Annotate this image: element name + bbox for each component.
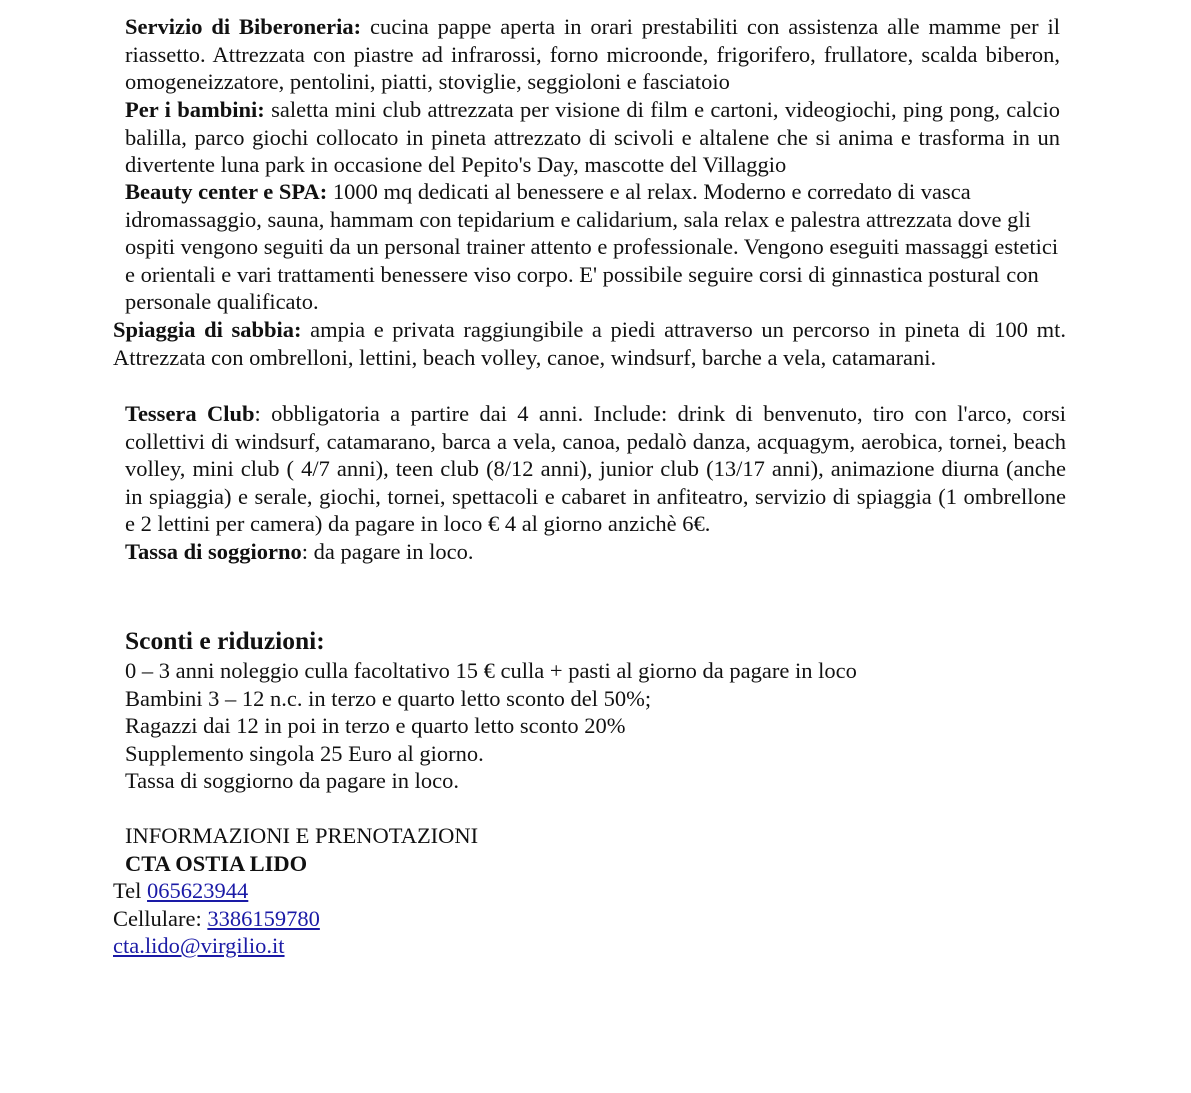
tassa-label: Tassa di soggiorno — [125, 538, 302, 564]
tessera-paragraph — [125, 400, 1066, 565]
tassa-text: : da pagare in loco. — [301, 538, 474, 564]
biberoneria-paragraph — [125, 13, 1060, 96]
email-link[interactable]: cta.lido@virgilio.it — [113, 933, 285, 958]
bambini-label: Per i bambini: — [125, 97, 265, 122]
tel-link[interactable]: 065623944 — [147, 878, 249, 903]
beauty-label: Beauty center e SPA: — [125, 179, 328, 204]
bambini-text: saletta mini club attrezzata per visione di film e cartoni, videogiochi, ping pong, calcio balilla, parco giochi collocato in pineta attrezzato di scivoli e altalene che si anima e trasforma in un divertente luna park in occasione del Pepito's Day, mascotte del Villaggio — [125, 97, 1061, 177]
spiaggia-label: Spiaggia di sabbia: — [113, 317, 302, 342]
biberoneria-text: cucina pappe aperta in orari prestabiliti con assistenza alle mamme per il riassetto. Attrezzata con piastre ad infrarossi, forno microonde, frigorifero, frullatore, scalda biberon, omogeneizzatore, pentolini, piatti, stoviglie, seggioloni e fasciatoio — [125, 14, 1060, 94]
tel-line — [113, 877, 248, 905]
bambini-paragraph — [125, 96, 1060, 179]
mobile-link[interactable]: 3386159780 — [207, 906, 320, 931]
info-heading: INFORMAZIONI E PRENOTAZIONI — [125, 823, 479, 848]
spiaggia-paragraph — [113, 316, 1066, 371]
email-line — [113, 932, 285, 960]
spiaggia-text: ampia e privata raggiungibile a piedi attraverso un percorso in pineta di 100 mt. Attrezzata con ombrelloni, lettini, beach volley, canoe, windsurf, barche a vela, catamarani. — [113, 317, 1067, 370]
biberoneria-label: Servizio di Biberoneria: — [125, 14, 362, 39]
discounts-heading: Sconti e riduzioni: — [125, 626, 325, 655]
discount-item: 0 – 3 anni noleggio culla facoltativo 15 € culla + pasti al giorno da pagare in loco — [125, 658, 857, 683]
mobile-line — [113, 905, 320, 933]
discount-item: Ragazzi dai 12 in poi in terzo e quarto letto sconto 20% — [125, 713, 626, 738]
beauty-paragraph — [125, 178, 1060, 316]
discount-item: Supplemento singola 25 Euro al giorno. — [125, 741, 484, 766]
mobile-label: Cellulare: — [113, 906, 208, 931]
tessera-text: : obbligatoria a partire dai 4 anni. Include: drink di benvenuto, tiro con l'arco, corsi collettivi di windsurf, catamarano, barca a vela, canoa, pedalò danza, acquagym, aerobica, tornei, beach volley, mini club ( 4/7 anni), teen club (8/12 anni), junior club (13/17 anni), animazione diurna (anche in spiaggia) e serale, giochi, tornei, spettacoli e cabaret in anfiteatro, servizio di spiaggia (1 ombrellone e 2 lettini per camera) da pagare in loco € 4 al giorno anzichè 6€. — [125, 401, 1066, 536]
discount-item: Bambini 3 – 12 n.c. in terzo e quarto letto sconto del 50%; — [125, 686, 652, 711]
agency-name: CTA OSTIA LIDO — [125, 851, 308, 876]
beauty-text: 1000 mq dedicati al benessere e al relax. Moderno e corredato di vasca idromassaggio, sauna, hammam con tepidarium e calidarium, sala relax e palestra attrezzata dove gli ospiti vengono seguiti da un personal trainer attento e professionale. Vengono eseguiti massaggi estetici e orientali e vari trattamenti benessere viso corpo. E' possibile seguire corsi di ginnastica postural con personale qualificato. — [125, 179, 1059, 314]
tel-label: Tel — [113, 878, 148, 903]
tessera-label: Tessera Club — [125, 401, 255, 426]
discount-item: Tassa di soggiorno da pagare in loco. — [125, 768, 459, 793]
